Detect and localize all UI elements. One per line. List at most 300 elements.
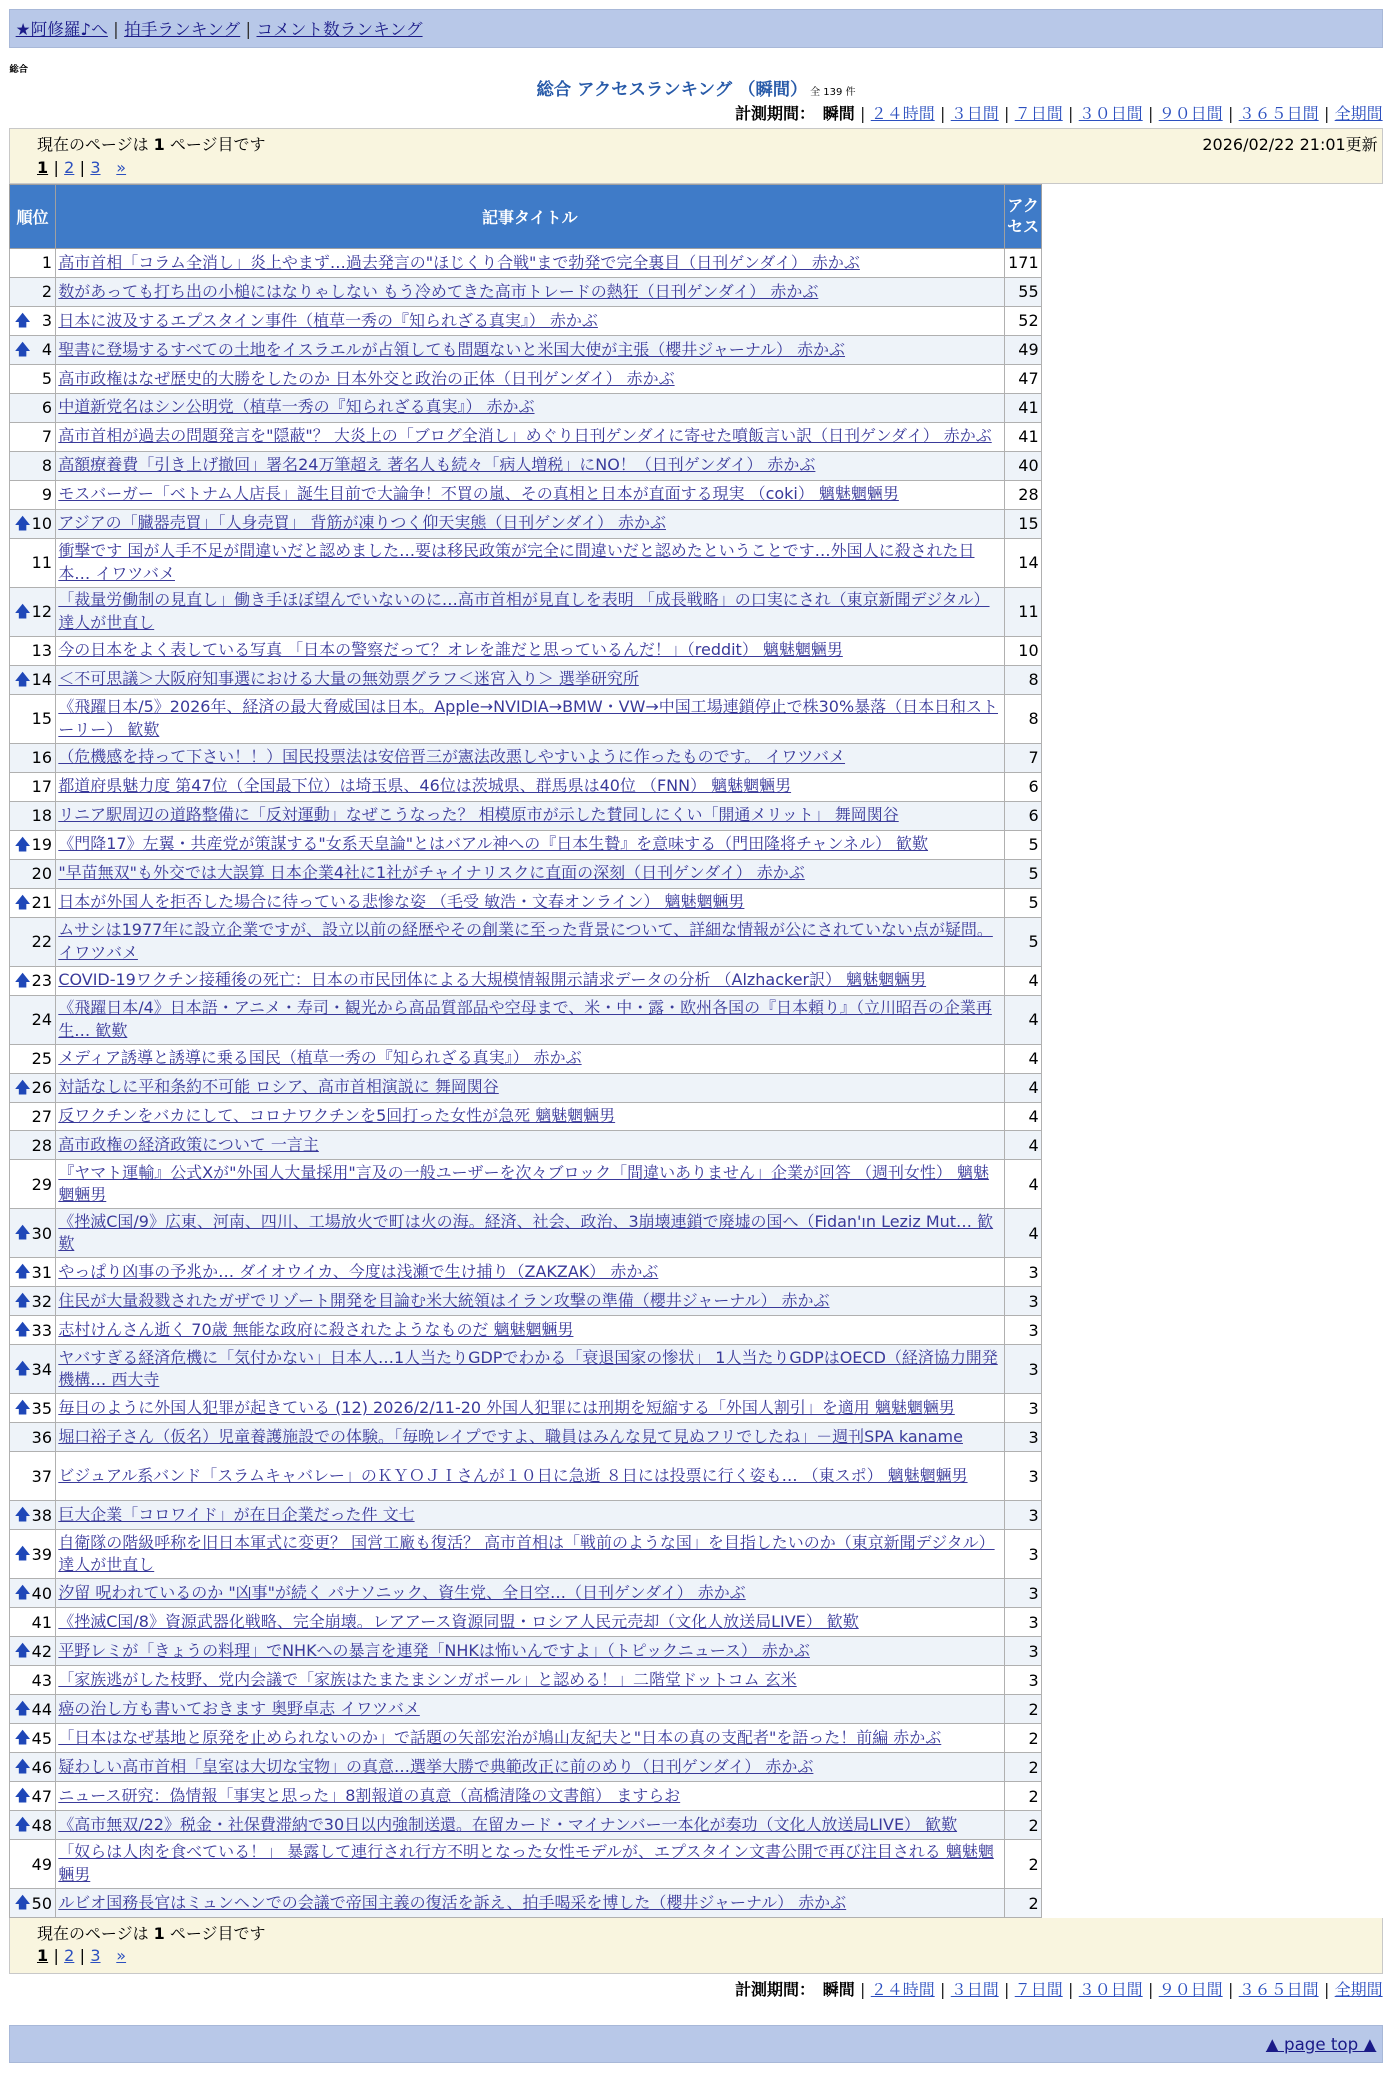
rank-number: 21 — [31, 893, 52, 913]
access-count: 41 — [1004, 422, 1041, 451]
table-row — [10, 1044, 1042, 1073]
access-count: 11 — [1004, 587, 1041, 636]
rank-cell — [10, 1423, 55, 1452]
rank-number: 23 — [31, 971, 52, 991]
article-link[interactable]: 汐留 呪われているのか "凶事"が続く パナソニック、資生党、全日空…（日刊ゲンダイ） 赤かぶ — [58, 1582, 746, 1602]
title-cell — [55, 1608, 1004, 1637]
table-row — [10, 1724, 1042, 1753]
period-link-bottom[interactable]: ３６５日間 — [1238, 1979, 1319, 1999]
period-link-bottom[interactable]: 全期間 — [1334, 1979, 1383, 1999]
rank-number: 1 — [41, 253, 52, 273]
rank-cell — [10, 665, 55, 694]
rank-number: 18 — [31, 806, 52, 826]
rank-number: 42 — [31, 1641, 52, 1661]
article-link[interactable]: ＜不可思議＞大阪府知事選における大量の無効票グラフ＜迷宮入り＞ 選挙研究所 — [58, 669, 639, 689]
article-link[interactable]: 日本に波及するエプスタイン事件（植草一秀の『知られざる真実』） 赤かぶ — [58, 310, 598, 330]
rank-cell — [10, 1258, 55, 1287]
page-top-link[interactable]: ▲ page top ▲ — [1265, 2035, 1377, 2055]
table-row — [10, 665, 1042, 694]
rank-cell — [10, 1753, 55, 1782]
article-link[interactable]: 《挫滅C国/8》資源武器化戦略、完全崩壊。レアアース資源同盟・ロシア人民元売却（文化人放送局LIVE） 歓歎 — [58, 1611, 859, 1631]
access-count: 5 — [1004, 859, 1041, 888]
access-count: 3 — [1004, 1316, 1041, 1345]
rank-cell — [10, 1579, 55, 1608]
table-row — [10, 248, 1042, 277]
header-access: アクセス — [1004, 184, 1041, 248]
table-row — [10, 538, 1042, 587]
table-row — [10, 1345, 1042, 1394]
access-count: 3 — [1004, 1287, 1041, 1316]
rank-cell — [10, 888, 55, 917]
rank-number: 14 — [31, 670, 52, 690]
title-cell — [55, 335, 1004, 364]
article-link[interactable]: 衝撃です 国が人手不足が間違いだと認めました…要は移民政策が完全に間違いだと認めたということです…外国人に殺された日本… イワツバメ — [58, 541, 975, 583]
table-row — [10, 1501, 1042, 1530]
access-count: 4 — [1004, 1209, 1041, 1258]
access-count: 28 — [1004, 480, 1041, 509]
rank-number: 7 — [41, 427, 52, 447]
period-link-bottom[interactable]: ３日間 — [950, 1979, 999, 1999]
rank-cell — [10, 801, 55, 830]
table-row — [10, 694, 1042, 743]
rank-cell — [10, 1131, 55, 1160]
title-cell — [55, 995, 1004, 1044]
access-count: 4 — [1004, 995, 1041, 1044]
title-cell — [55, 772, 1004, 801]
rank-number: 44 — [31, 1699, 52, 1719]
title-cell — [55, 1073, 1004, 1102]
page-info-bottom — [9, 1918, 1382, 1974]
access-count: 3 — [1004, 1530, 1041, 1579]
title-cell — [55, 1695, 1004, 1724]
up-arrow-icon: 🡅 — [14, 1698, 31, 1718]
up-arrow-icon: 🡅 — [14, 1504, 31, 1524]
rank-cell — [10, 306, 55, 335]
rank-number: 45 — [31, 1728, 52, 1748]
page-link[interactable]: 3 — [90, 1946, 101, 1966]
rank-number: 47 — [31, 1786, 52, 1806]
rank-cell — [10, 694, 55, 743]
article-link[interactable]: 「裁量労働制の見直し」働き手ほぼ望んでいないのに…高市首相が見直しを表明 「成長戦略」の口実にされ（東京新聞デジタル） 達人が世直し — [58, 590, 990, 632]
table-row — [10, 1666, 1042, 1695]
table-row — [10, 888, 1042, 917]
rank-number: 12 — [31, 602, 52, 622]
article-link[interactable]: 平野レミが「きょうの料理」でNHKへの暴言を連発「NHKは怖いんですよ」（トピックニュース） 赤かぶ — [58, 1640, 810, 1660]
period-link-top[interactable]: ３６５日間 — [1238, 104, 1319, 124]
title-cell — [55, 1287, 1004, 1316]
pagination-bottom: 1 | 2 | 3 » — [36, 1946, 127, 1966]
table-row — [10, 277, 1042, 306]
table-row — [10, 364, 1042, 393]
period-current-bottom: 瞬間 — [822, 1979, 855, 1999]
up-arrow-icon: 🡅 — [14, 513, 31, 533]
rank-number: 10 — [31, 514, 52, 534]
access-count: 2 — [1004, 1782, 1041, 1811]
article-link[interactable]: 《門降17》左翼・共産党が策謀する"女系天皇論"とはバアル神への『日本生贄』を意味する（門田隆将チャンネル） 歓歎 — [58, 834, 929, 854]
page-link[interactable]: 3 — [90, 157, 101, 177]
title-cell — [55, 1160, 1004, 1209]
up-arrow-icon: 🡅 — [14, 970, 31, 990]
title-cell — [55, 1666, 1004, 1695]
access-count: 4 — [1004, 1073, 1041, 1102]
rank-cell — [10, 1811, 55, 1840]
access-count: 2 — [1004, 1811, 1041, 1840]
table-row — [10, 1316, 1042, 1345]
article-link[interactable]: 《挫滅C国/9》広東、河南、四川、工場放火で町は火の海。経済、社会、政治、3崩壊連鎖で廃墟の国へ（Fidan'ın Leziz Mut… 歓歎 — [58, 1211, 994, 1254]
rank-number: 36 — [31, 1427, 52, 1447]
article-link[interactable]: COVID-19ワクチン接種後の死亡：日本の市民団体による大規模情報開示請求データの分析 （Alzhacker訳） 魑魅魍魎男 — [58, 970, 927, 990]
top-nav-bar: ★阿修羅♪へ | 拍手ランキング | コメント数ランキング — [9, 9, 1382, 48]
table-row — [10, 917, 1042, 966]
rank-number: 39 — [31, 1544, 52, 1564]
access-count: 15 — [1004, 509, 1041, 538]
rank-number: 22 — [31, 932, 52, 952]
title-cell — [55, 1530, 1004, 1579]
article-link[interactable]: アジアの「臓器売買」「人身売買」 背筋が凍りつく仰天実態（日刊ゲンダイ） 赤かぶ — [58, 513, 666, 533]
rank-number: 35 — [31, 1398, 52, 1418]
title-cell — [55, 1724, 1004, 1753]
total-count: 全 139 件 — [810, 86, 856, 98]
rank-number: 32 — [31, 1291, 52, 1311]
table-row — [10, 480, 1042, 509]
article-link[interactable]: 高市政権の経済政策について 一言主 — [58, 1135, 319, 1155]
period-link-top[interactable]: ９０日間 — [1158, 104, 1223, 124]
access-count: 3 — [1004, 1452, 1041, 1501]
article-link[interactable]: 高市政権はなぜ歴史的大勝をしたのか 日本外交と政治の正体（日刊ゲンダイ） 赤かぶ — [58, 368, 675, 388]
title-cell — [55, 1258, 1004, 1287]
title-cell — [55, 587, 1004, 636]
article-link[interactable]: 反ワクチンをバカにして、コロナワクチンを5回打った女性が急死 魑魅魍魎男 — [58, 1106, 616, 1126]
title-cell — [55, 966, 1004, 995]
title-cell — [55, 1753, 1004, 1782]
rank-cell — [10, 743, 55, 772]
article-link[interactable]: ルビオ国務長官はミュンヘンでの会議で帝国主義の復活を訴え、拍手喝采を博した（櫻井ジャーナル） 赤かぶ — [58, 1892, 847, 1912]
access-count: 5 — [1004, 830, 1041, 859]
title-cell — [55, 801, 1004, 830]
period-link-bottom[interactable]: ７日間 — [1014, 1979, 1063, 1999]
article-link[interactable]: 自衛隊の階級呼称を旧日本軍式に変更？ 国営工廠も復活？ 高市首相は「戦前のような国」を目指したいのか（東京新聞デジタル） 達人が世直し — [58, 1532, 995, 1575]
article-link[interactable]: 高額療養費「引き上げ撤回」署名24万筆超え 著名人も続々「病人増税」にNO！（日刊ゲンダイ） 赤かぶ — [58, 455, 816, 475]
rank-number: 11 — [31, 553, 52, 573]
up-arrow-icon: 🡅 — [14, 1320, 31, 1340]
period-link-bottom[interactable]: ９０日間 — [1158, 1979, 1223, 1999]
table-row — [10, 1287, 1042, 1316]
page-current: 1 — [36, 1946, 49, 1966]
title-cell — [55, 694, 1004, 743]
table-row — [10, 801, 1042, 830]
up-arrow-icon: 🡅 — [14, 1756, 31, 1776]
page-status-bottom: 現在のページは 1 ページ目です — [36, 1924, 266, 1944]
nav-link-clap-ranking[interactable]: 拍手ランキング — [124, 19, 241, 39]
access-count: 7 — [1004, 743, 1041, 772]
nav-link-comment-ranking[interactable]: コメント数ランキング — [256, 19, 423, 39]
rank-cell — [10, 1637, 55, 1666]
period-current-top: 瞬間 — [822, 104, 855, 124]
article-link[interactable]: 対話なしに平和条約不可能 ロシア、高市首相演説に 舞岡関谷 — [58, 1077, 499, 1097]
rank-cell — [10, 335, 55, 364]
access-count: 2 — [1004, 1695, 1041, 1724]
access-count: 41 — [1004, 393, 1041, 422]
title-cell — [55, 248, 1004, 277]
rank-cell — [10, 1394, 55, 1423]
table-row — [10, 1579, 1042, 1608]
access-count: 3 — [1004, 1258, 1041, 1287]
table-row — [10, 1131, 1042, 1160]
table-row — [10, 1073, 1042, 1102]
article-link[interactable]: 疑わしい高市首相「皇室は大切な宝物」の真意…選挙大勝で典範改正に前のめり（日刊ゲンダイ） 赤かぶ — [58, 1756, 814, 1776]
rank-number: 27 — [31, 1106, 52, 1126]
up-arrow-icon: 🡅 — [14, 669, 31, 689]
title-cell — [55, 451, 1004, 480]
access-count: 3 — [1004, 1345, 1041, 1394]
rank-cell — [10, 1501, 55, 1530]
article-link[interactable]: 《飛躍日本/5》2026年、経済の最大脅威国は日本。Apple→NVIDIA→BMW・VW→中国工場連鎖停止で株30%暴落（日本日和ストーリー） 歓歎 — [58, 697, 998, 739]
title-cell — [55, 1501, 1004, 1530]
period-link-top[interactable]: ７日間 — [1014, 104, 1063, 124]
table-row — [10, 509, 1042, 538]
rank-cell — [10, 995, 55, 1044]
rank-number: 13 — [31, 641, 52, 661]
rank-cell — [10, 1102, 55, 1131]
title-cell — [55, 859, 1004, 888]
article-link[interactable]: 堀口裕子さん（仮名）児童養護施設での体験。「毎晩レイプですよ、職員はみんな見て見ぬフリでしたね」－週刊SPA kaname — [58, 1427, 963, 1447]
rank-cell — [10, 917, 55, 966]
article-link[interactable]: モスバーガー「ベトナム人店長」誕生目前で大論争！不買の嵐、その真相と日本が直面する現実 （coki） 魑魅魍魎男 — [58, 484, 899, 504]
rank-number: 16 — [31, 748, 52, 768]
access-count: 3 — [1004, 1666, 1041, 1695]
page-info-top — [9, 128, 1382, 184]
access-count: 2 — [1004, 1753, 1041, 1782]
access-count: 2 — [1004, 1889, 1041, 1918]
access-count: 3 — [1004, 1423, 1041, 1452]
rank-number: 49 — [31, 1854, 52, 1874]
category-label: 総合 — [9, 64, 28, 76]
article-link[interactable]: 数があっても打ち出の小槌にはなりゃしない もう冷めてきた高市トレードの熱狂（日刊ゲンダイ） 赤かぶ — [58, 281, 819, 301]
rank-cell — [10, 538, 55, 587]
period-link-top[interactable]: ２４時間 — [870, 104, 935, 124]
page-link[interactable]: 2 — [64, 157, 75, 177]
access-count: 4 — [1004, 1102, 1041, 1131]
access-count: 10 — [1004, 636, 1041, 665]
article-link[interactable]: 都道府県魅力度 第47位（全国最下位）は埼玉県、46位は茨城県、群馬県は40位 （FNN） 魑魅魍魎男 — [58, 776, 792, 796]
table-row — [10, 1423, 1042, 1452]
rank-cell — [10, 1724, 55, 1753]
rank-number: 26 — [31, 1078, 52, 1097]
period-link-top[interactable]: 全期間 — [1334, 104, 1383, 124]
access-count: 49 — [1004, 335, 1041, 364]
article-link[interactable]: 高市首相「コラム全消し」炎上やまず…過去発言の"ほじくり合戦"まで勃発で完全裏目（日刊ゲンダイ） 赤かぶ — [58, 252, 860, 272]
up-arrow-icon: 🡅 — [14, 1398, 31, 1418]
access-count: 52 — [1004, 306, 1041, 335]
access-count: 2 — [1004, 1724, 1041, 1753]
rank-number: 29 — [31, 1174, 52, 1194]
rank-number: 4 — [41, 340, 52, 360]
table-row — [10, 1637, 1042, 1666]
title-cell — [55, 1423, 1004, 1452]
article-link[interactable]: 「家族逃がした枝野、党内会議で「家族はたまたまシンガポール」と認める！」二階堂ドットコム 玄米 — [58, 1669, 797, 1689]
table-row — [10, 1695, 1042, 1724]
table-row — [10, 1530, 1042, 1579]
page-link[interactable]: 2 — [64, 1946, 75, 1966]
rank-cell — [10, 587, 55, 636]
rank-number: 50 — [31, 1893, 52, 1913]
article-link[interactable]: ニュース研究：偽情報「事実と思った」8割報道の真意（高橋清隆の文書館） ますらお — [58, 1785, 681, 1805]
rank-cell — [10, 772, 55, 801]
article-link[interactable]: 中道新党名はシン公明党（植草一秀の『知られざる真実』） 赤かぶ — [58, 397, 535, 417]
access-count: 5 — [1004, 888, 1041, 917]
title-cell — [55, 1345, 1004, 1394]
up-arrow-icon: 🡅 — [14, 1785, 31, 1805]
title-cell — [55, 1811, 1004, 1840]
access-count: 3 — [1004, 1608, 1041, 1637]
article-link[interactable]: 《高市無双/22》税金・社保費滞納で30日以内強制送還。在留カード・マイナンバー一本化が奏功（文化人放送局LIVE） 歓歎 — [58, 1814, 958, 1834]
rank-cell — [10, 1452, 55, 1501]
access-count: 14 — [1004, 538, 1041, 587]
rank-number: 25 — [31, 1049, 52, 1069]
article-link[interactable]: メディア誘導と誘導に乗る国民（植草一秀の『知られざる真実』） 赤かぶ — [58, 1048, 582, 1068]
article-link[interactable]: "早苗無双"も外交では大誤算 日本企業4社に1社がチャイナリスクに直面の深刻（日刊ゲンダイ） 赤かぶ — [58, 863, 805, 883]
title-cell — [55, 1044, 1004, 1073]
rank-number: 37 — [31, 1466, 52, 1486]
article-link[interactable]: 今の日本をよく表している写真 「日本の警察だって？オレを誰だと思っているんだ！」（reddit） 魑魅魍魎男 — [58, 640, 843, 660]
table-row — [10, 422, 1042, 451]
rank-cell — [10, 1608, 55, 1637]
table-row — [10, 1889, 1042, 1918]
period-link-top[interactable]: ３日間 — [950, 104, 999, 124]
rank-number: 31 — [31, 1262, 52, 1282]
article-link[interactable]: 高市首相が過去の問題発言を"隠蔽"？ 大炎上の「ブログ全消し」めぐり日刊ゲンダイに寄せた噴飯言い訳（日刊ゲンダイ） 赤かぶ — [58, 426, 992, 446]
article-link[interactable]: 「日本はなぜ基地と原発を止められないのか」で話題の矢部宏治が鳩山友紀夫と"日本の真の支配者"を語った！前編 赤かぶ — [58, 1727, 942, 1747]
rank-number: 3 — [41, 311, 52, 331]
article-link[interactable]: 癌の治し方も書いておきます 奥野卓志 イワツバメ — [58, 1698, 420, 1718]
article-link[interactable]: ヤバすぎる経済危機に「気付かない」日本人…1人当たりGDPでわかる「衰退国家の惨状」 1人当たりGDPはOECD（経済協力開発機構… 西大寺 — [58, 1347, 998, 1390]
rank-number: 41 — [31, 1612, 52, 1632]
period-label: 計測期間： — [735, 104, 815, 124]
rank-cell — [10, 1782, 55, 1811]
rank-cell — [10, 1889, 55, 1918]
access-count: 4 — [1004, 1160, 1041, 1209]
title-cell — [55, 830, 1004, 859]
rank-cell — [10, 859, 55, 888]
up-arrow-icon: 🡅 — [14, 1262, 31, 1282]
up-arrow-icon: 🡅 — [14, 1543, 31, 1563]
title-cell — [55, 306, 1004, 335]
rank-cell — [10, 248, 55, 277]
up-arrow-icon: 🡅 — [14, 834, 31, 854]
title-cell — [55, 1782, 1004, 1811]
rank-number: 20 — [31, 864, 52, 884]
page-next-link[interactable]: » — [116, 1946, 127, 1966]
table-row — [10, 859, 1042, 888]
title-cell — [55, 1102, 1004, 1131]
table-row — [10, 587, 1042, 636]
article-link[interactable]: ビジュアル系バンド「スラムキャバレー」のＫＹＯＪＩさんが１０日に急逝 ８日には投票に行く姿も… （東スポ） 魑魅魍魎男 — [58, 1466, 968, 1485]
table-row — [10, 1102, 1042, 1131]
rank-cell — [10, 393, 55, 422]
up-arrow-icon: 🡅 — [14, 1077, 31, 1097]
rank-cell — [10, 1044, 55, 1073]
article-link[interactable]: 「奴らは人肉を食べている！」 暴露して連行され行方不明となった女性モデルが、エプスタイン文書公開で再び注目される 魑魅魍魎男 — [58, 1842, 994, 1885]
period-link-top[interactable]: ３０日間 — [1078, 104, 1143, 124]
table-row — [10, 393, 1042, 422]
nav-link-asyura-home[interactable]: ★阿修羅♪へ — [15, 19, 108, 39]
access-count: 4 — [1004, 966, 1041, 995]
table-row — [10, 1160, 1042, 1209]
rank-number: 24 — [31, 1010, 52, 1030]
rank-cell — [10, 1530, 55, 1579]
title-cell — [55, 665, 1004, 694]
article-link[interactable]: 巨大企業「コロワイド」が在日企業だった件 文七 — [58, 1504, 415, 1524]
table-row — [10, 995, 1042, 1044]
header-title: 記事タイトル — [55, 184, 1004, 248]
table-row — [10, 1753, 1042, 1782]
article-link[interactable]: （危機感を持って下さい！！）国民投票法は安倍晋三が憲法改悪しやすいように作ったものです。 イワツバメ — [58, 747, 846, 767]
rank-cell — [10, 1695, 55, 1724]
access-count: 2 — [1004, 1840, 1041, 1889]
ranking-table — [9, 184, 1042, 1918]
access-count: 3 — [1004, 1501, 1041, 1530]
title-cell — [55, 1579, 1004, 1608]
access-count: 3 — [1004, 1579, 1041, 1608]
table-row — [10, 1811, 1042, 1840]
article-link[interactable]: 毎日のように外国人犯罪が起きている (12) 2026/2/11-20 外国人犯罪には刑期を短縮する「外国人割引」を適用 魑魅魍魎男 — [58, 1398, 955, 1418]
table-row — [10, 743, 1042, 772]
footer-bar — [9, 2025, 1382, 2064]
article-link[interactable]: 《飛躍日本/4》日本語・アニメ・寿司・観光から高品質部品や空母まで、米・中・露・欧州各国の『日本頼り』（立川昭吾の企業再生… 歓歎 — [58, 997, 992, 1040]
rank-number: 34 — [31, 1359, 52, 1379]
article-link[interactable]: 『ヤマト運輸』公式Xが"外国人大量採用"言及の一般ユーザーを次々ブロック「間違いありません」企業が回答 （週刊女性） 魑魅魍魎男 — [58, 1162, 989, 1205]
rank-number: 15 — [31, 709, 52, 729]
article-link[interactable]: 聖書に登場するすべての土地をイスラエルが占領しても問題ないと米国大使が主張（櫻井ジャーナル） 赤かぶ — [58, 339, 846, 359]
title-cell — [55, 364, 1004, 393]
table-row — [10, 830, 1042, 859]
access-count: 3 — [1004, 1394, 1041, 1423]
up-arrow-icon: 🡅 — [14, 1814, 31, 1834]
period-link-bottom[interactable]: ２４時間 — [870, 1979, 935, 1999]
article-link[interactable]: 志村けんさん逝く 70歳 無能な政府に殺されたようなものだ 魑魅魍魎男 — [58, 1320, 574, 1340]
rank-number: 28 — [31, 1135, 52, 1155]
access-count: 5 — [1004, 917, 1041, 966]
article-link[interactable]: やっぱり凶事の予兆か… ダイオウイカ、今度は浅瀬で生け捕り（ZAKZAK） 赤かぶ — [58, 1262, 659, 1282]
title-cell — [55, 277, 1004, 306]
rank-number: 38 — [31, 1505, 52, 1525]
title-cell — [55, 1131, 1004, 1160]
title-cell — [55, 480, 1004, 509]
up-arrow-icon: 🡅 — [14, 1727, 31, 1747]
table-row — [10, 772, 1042, 801]
rank-number: 2 — [41, 282, 52, 302]
rank-cell — [10, 1666, 55, 1695]
up-arrow-icon: 🡅 — [14, 310, 31, 330]
page-title-text: 総合 アクセスランキング （瞬間） — [536, 79, 808, 100]
rank-number: 9 — [41, 485, 52, 505]
page-next-link[interactable]: » — [116, 157, 127, 177]
article-link[interactable]: リニア駅周辺の道路整備に「反対運動」なぜこうなった？ 相模原市が示した賛同しにくい「開通メリット」 舞岡関谷 — [58, 805, 899, 825]
article-link[interactable]: 日本が外国人を拒否した場合に待っている悲惨な姿 （毛受 敏浩・文春オンライン） 魑魅魍魎男 — [58, 892, 745, 912]
pagination-top: 1 | 2 | 3 » — [36, 157, 127, 177]
table-row — [10, 306, 1042, 335]
header-rank: 順位 — [10, 184, 55, 248]
rank-cell — [10, 1209, 55, 1258]
article-link[interactable]: ムサシは1977年に設立企業ですが、設立以前の経歴やその創業に至った背景について、詳細な情報が公にされていない点が疑問。 イワツバメ — [58, 919, 993, 962]
article-link[interactable]: 住民が大量殺戮されたガザでリゾート開発を目論む米大統領はイラン攻撃の準備（櫻井ジャーナル） 赤かぶ — [58, 1291, 830, 1311]
title-cell — [55, 422, 1004, 451]
table-row — [10, 335, 1042, 364]
period-link-bottom[interactable]: ３０日間 — [1078, 1979, 1143, 1999]
rank-cell — [10, 480, 55, 509]
period-selector-bottom: 計測期間： 瞬間 | ２４時間 | ３日間 | ７日間 | ３０日間 | ９０日間 | ３６５日間 | 全期間 — [735, 1979, 1383, 1999]
rank-cell — [10, 1840, 55, 1889]
